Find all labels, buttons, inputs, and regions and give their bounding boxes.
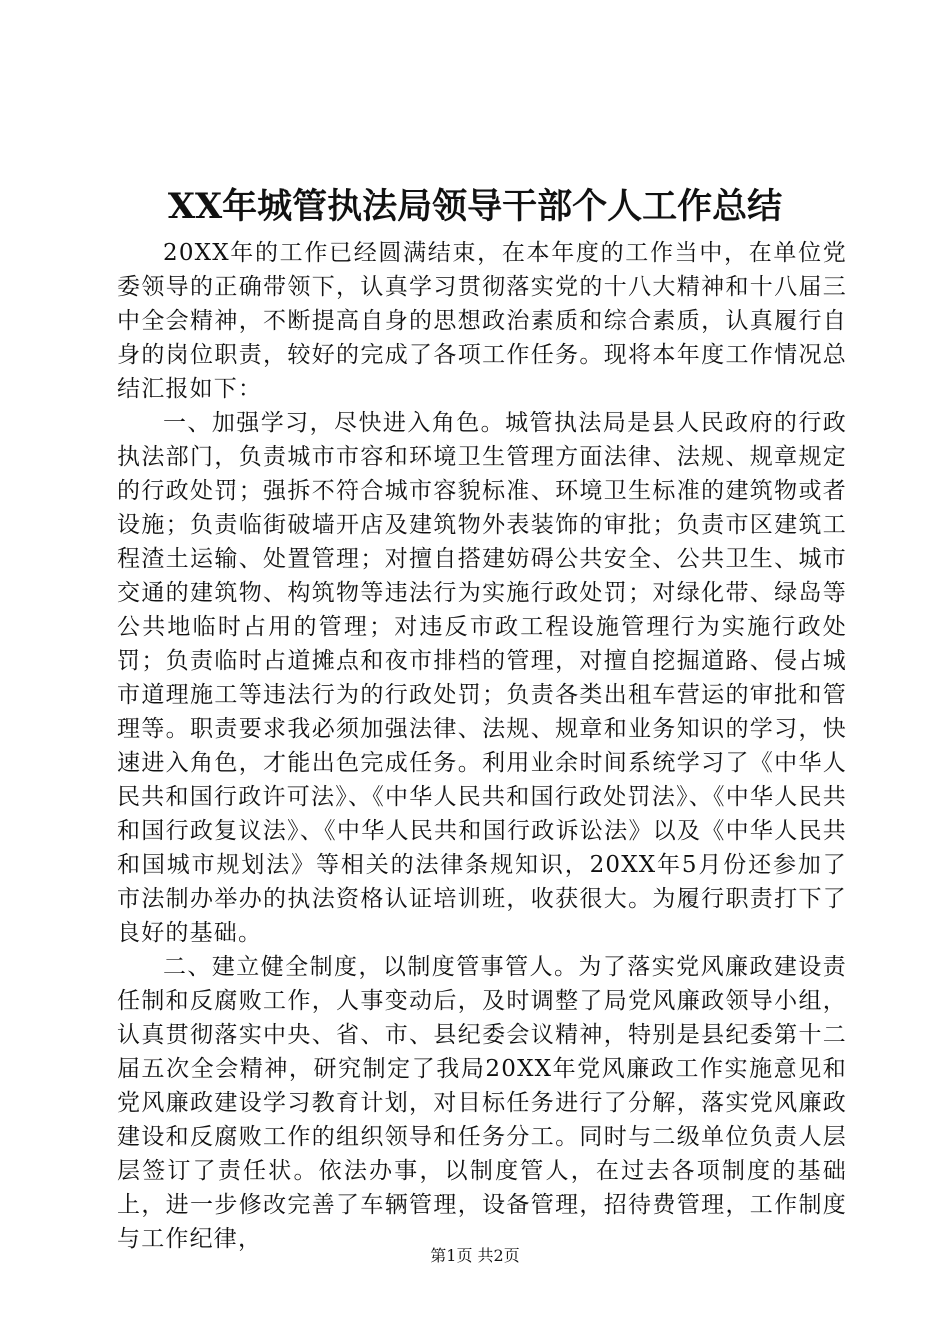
paragraph-section-two: 二、建立健全制度，以制度管事管人。为了落实党风廉政建设责任制和反腐败工作，人事变动后，及时调整了局党风廉政领导小组，认真贯彻落实中央、省、市、县纪委会议精神，特别是县纪委第十二届五次全会精神，研究制定了我局20XX年党风廉政工作实施意见和党风廉政建设学习教育计划，对目标任务进行了分解，落实党风廉政建设和反腐败工作的组织领导和任务分工。同时与二级单位负责人层层签订了责任状。依法办事，以制度管人，在过去各项制度的基础上，进一步修改完善了车辆管理，设备管理，招待费管理，工作制度与工作纪律， — [117, 954, 847, 1252]
document-body — [117, 236, 847, 1256]
page-number-footer: 第1页 共2页 — [430, 1246, 520, 1265]
paragraph-section-one: 一、加强学习，尽快进入角色。城管执法局是县人民政府的行政执法部门，负责城市市容和环境卫生管理方面法律、法规、规章规定的行政处罚；强拆不符合城市容貌标准、环境卫生标准的建筑物或者设施；负责临街破墙开店及建筑物外表装饰的审批；负责市区建筑工程渣土运输、处置管理；对擅自搭建妨碍公共安全、公共卫生、城市交通的建筑物、构筑物等违法行为实施行政处罚；对绿化带、绿岛等公共地临时占用的管理；对违反市政工程设施管理行为实施行政处罚；负责临时占道摊点和夜市排档的管理，对擅自挖掘道路、侵占城市道理施工等违法行为的行政处罚；负责各类出租车营运的审批和管理等。职责要求我必须加强法律、法规、规章和业务知识的学习，快速进入角色，才能出色完成任务。利用业余时间系统学习了《中华人民共和国行政许可法》、《中华人民共和国行政处罚法》、《中华人民共和国行政复议法》、《中华人民共和国行政诉讼法》以及《中华人民共和国城市规划法》等相关的法律条规知识，20XX年5月份还参加了市法制办举办的执法资格认证培训班，收获很大。为履行职责打下了良好的基础。 — [117, 410, 847, 946]
document-title: XX年城管执法局领导干部个人工作总结 — [167, 186, 783, 227]
paragraph-intro: 20XX年的工作已经圆满结束，在本年度的工作当中，在单位党委领导的正确带领下，认真学习贯彻落实党的十八大精神和十八届三中全会精神，不断提高自身的思想政治素质和综合素质，认真履行自身的岗位职责，较好的完成了各项工作任务。现将本年度工作情况总结汇报如下： — [117, 240, 847, 402]
